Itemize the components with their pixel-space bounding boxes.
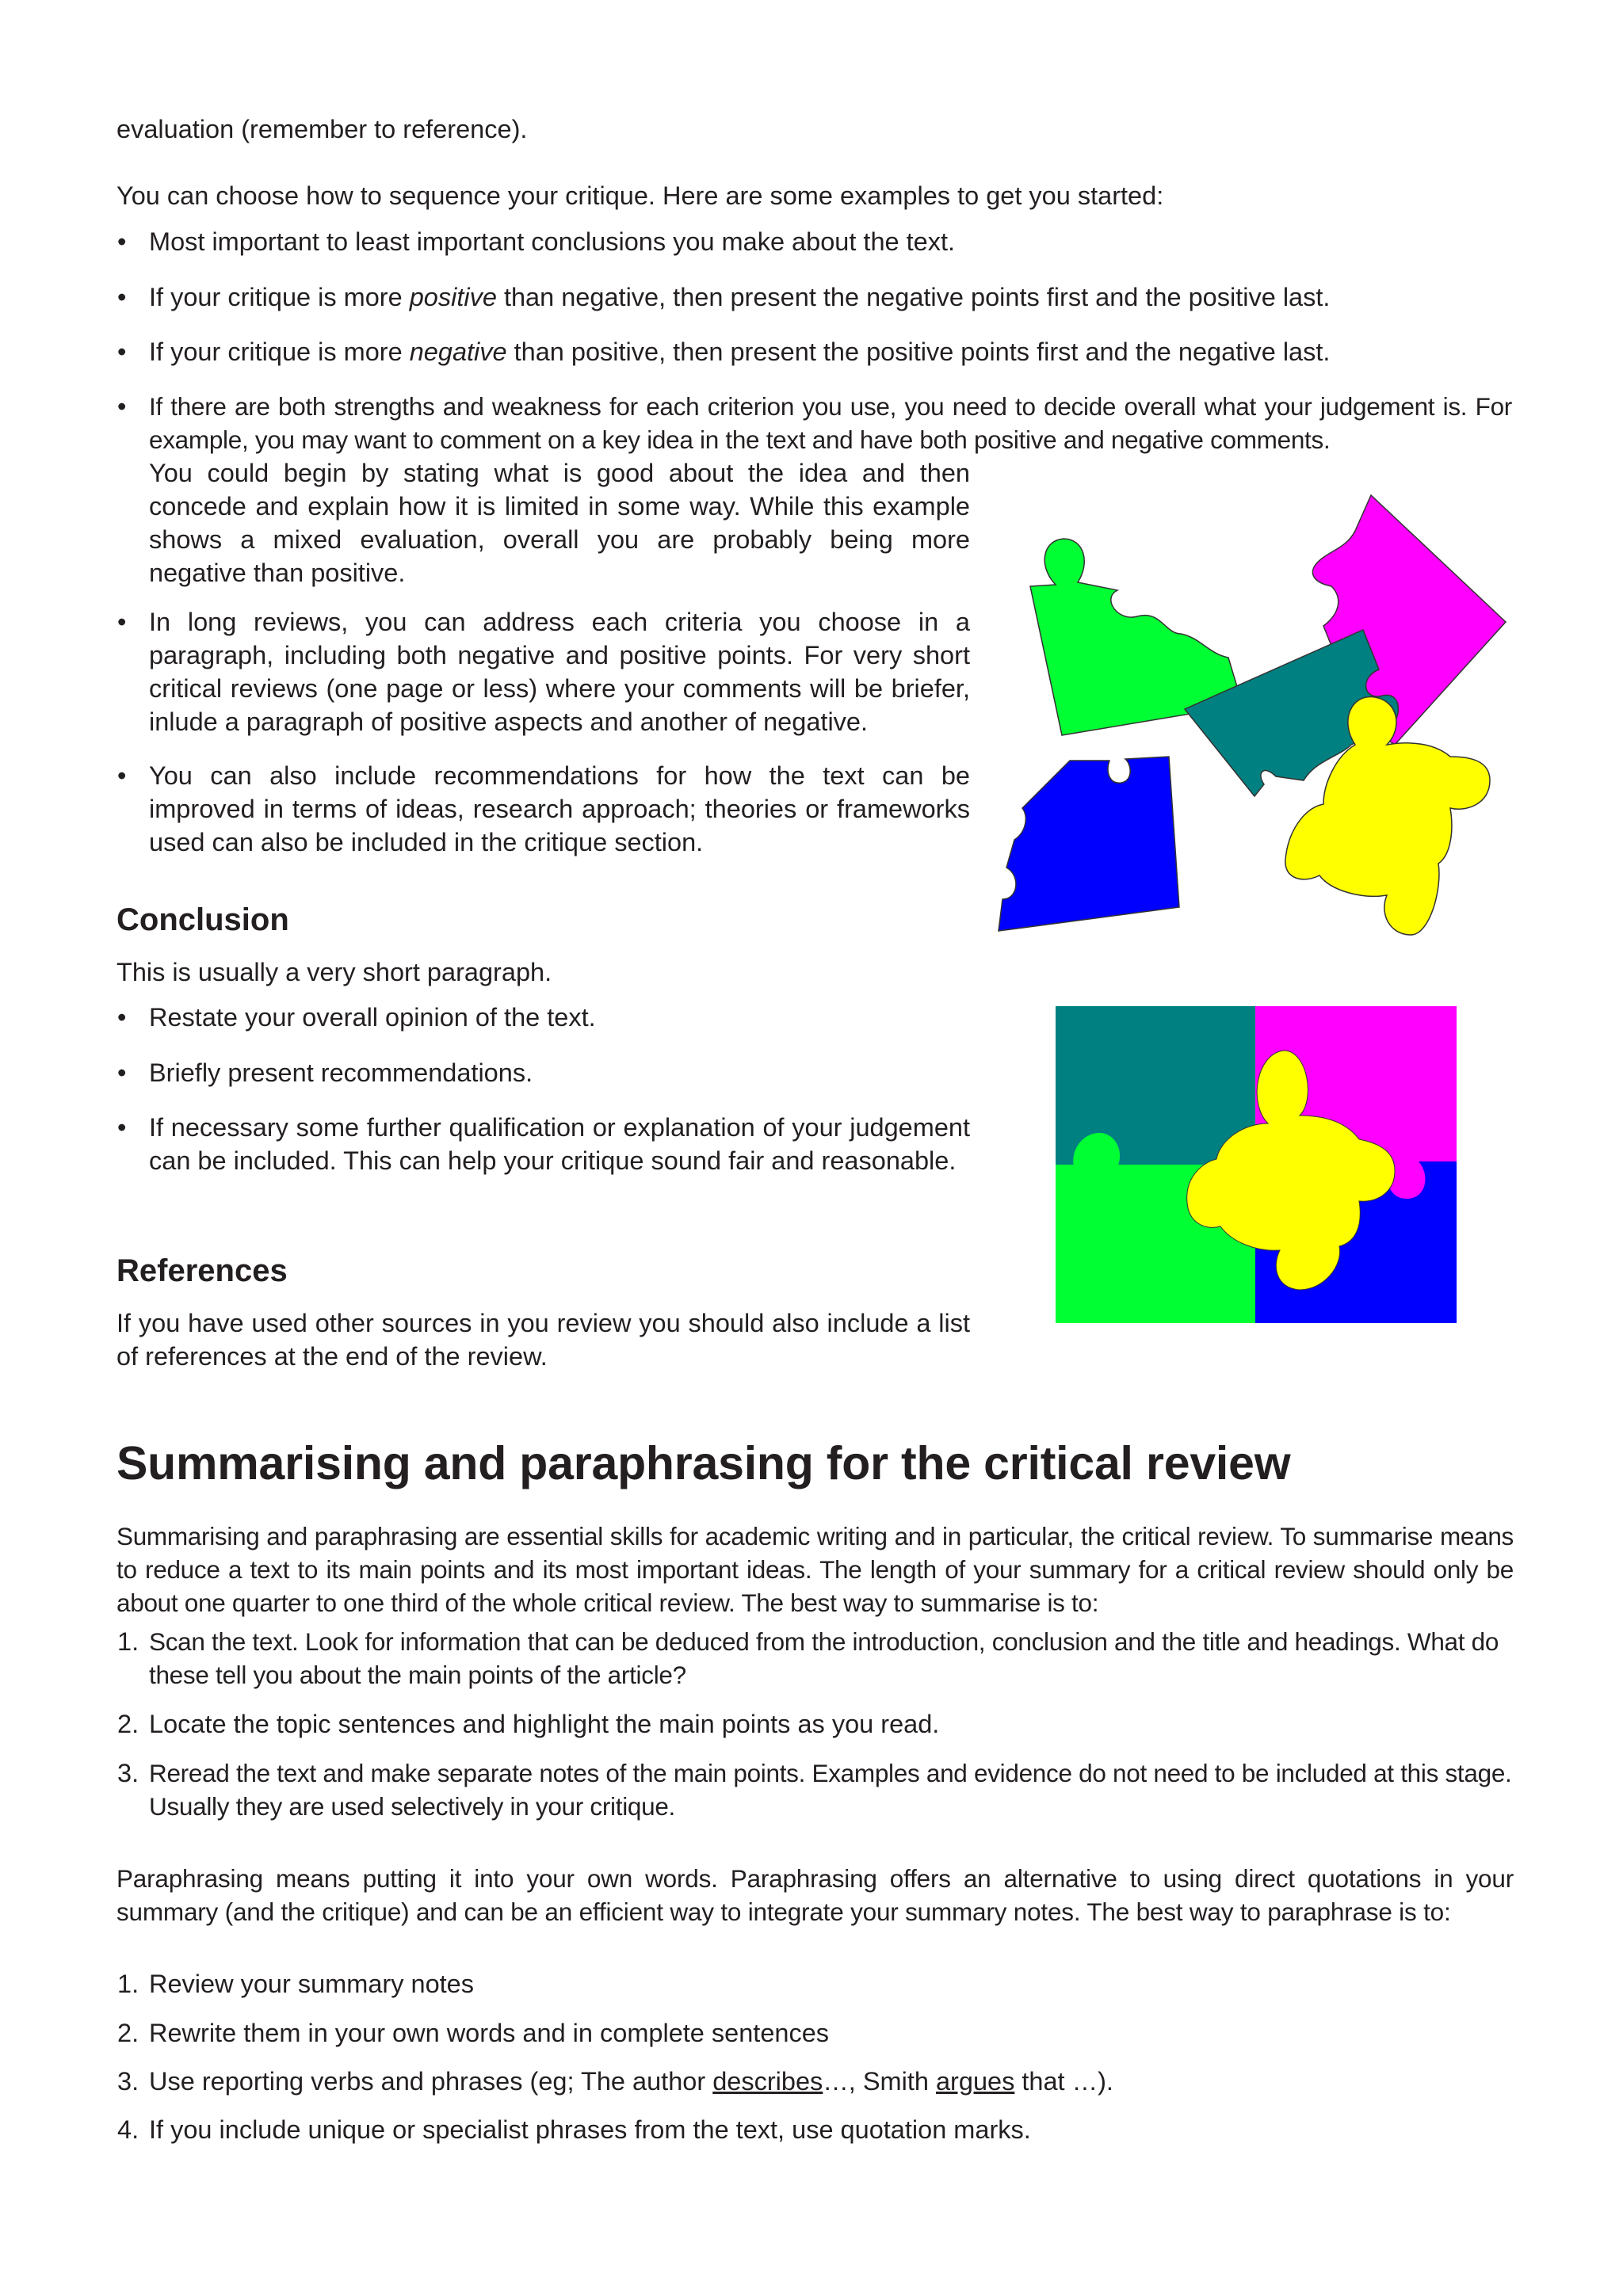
bullet-text: In long reviews, you can address each criteria you choose in a paragraph, including both negative and positive points. For very short critical reviews (one page or less) where your comments will be briefer, inlude a paragraph of positive aspects and another of negative. <box>149 608 970 736</box>
paraphrasing-intro: Paraphrasing means putting it into your own words. Paraphrasing offers an alternative to using direct quotations in your summary (and the critique) and can be an efficient way to integrate your summary notes. The best way to paraphrase is to: <box>116 1864 1514 1926</box>
item-number: 1. <box>117 1970 139 1998</box>
bullet-item <box>149 759 970 859</box>
references-heading: References <box>116 1253 288 1288</box>
item-number: 3. <box>117 2067 139 2096</box>
sequence-lead: You can choose how to sequence your critique. Here are some examples to get you started: <box>116 181 1164 210</box>
item-number: 3. <box>117 1759 139 1787</box>
bullet-text: Briefly present recommendations. <box>149 1058 533 1087</box>
bullet-text-pre: If your critique is more <box>149 338 410 366</box>
bullet-item <box>149 280 1512 314</box>
bullet-item <box>149 1111 970 1177</box>
bullet-item <box>149 335 1512 368</box>
item-number: 2. <box>117 1710 139 1738</box>
bullet-text-post: than positive, then present the positive points first and the negative last. <box>506 338 1331 366</box>
item-text: Scan the text. Look for information that can be deduced from the introduction, conclusion and the title and headings. What do these tell you about the main points of the article? <box>149 1627 1499 1689</box>
bullet-item <box>149 225 1512 258</box>
item-number: 4. <box>117 2115 139 2144</box>
item-text: Locate the topic sentences and highlight the main points as you read. <box>149 1710 940 1738</box>
item-number: 2. <box>117 2019 139 2047</box>
assembled-puzzle-illustration <box>1054 1005 1458 1325</box>
numbered-item <box>117 2016 1514 2050</box>
section-title: Summarising and paraphrasing for the critical review <box>116 1437 1291 1489</box>
item-text: If you include unique or specialist phrases from the text, use quotation marks. <box>149 2115 1031 2144</box>
item-text: Reread the text and make separate notes of the main points. Examples and evidence do not need to be included at this stage. Usually they are used selectively in your critique. <box>149 1759 1512 1821</box>
conclusion-heading: Conclusion <box>116 902 289 937</box>
numbered-item <box>117 2113 1514 2146</box>
bullet-emphasis: negative <box>409 338 507 366</box>
bullet-item <box>149 605 970 738</box>
bullet-text: If necessary some further qualification or explanation of your judgement can be included. This can help your critique sound fair and reasonable. <box>149 1113 970 1175</box>
bullet-text-wide: • If there are both strengths and weakness for each criterion you use, you need to decide overall what your judgement is. For example, you may want to comment on a key idea in the text and have both positive and negative comments. <box>149 392 1512 454</box>
item-text-post: that …). <box>1014 2067 1113 2096</box>
carry-over-line: evaluation (remember to reference). <box>116 115 528 143</box>
item-text: Review your summary notes <box>149 1970 474 1998</box>
bullet-item <box>149 1001 970 1034</box>
bullet-emphasis: positive <box>409 283 497 311</box>
bullet-item <box>149 1056 970 1089</box>
summarising-intro: Summarising and paraphrasing are essential skills for academic writing and in particular, the critical review. To summarise means to reduce a text to its main points and its most important ideas. The length of your summary for a critical review should only be about one quarter to one third of the whole critical review. The best way to summarise is to: <box>116 1522 1514 1617</box>
references-text: If you have used other sources in you review you should also include a list of references at the end of the review. <box>116 1309 970 1371</box>
item-text-pre: Use reporting verbs and phrases (eg; The author <box>149 2067 713 2096</box>
bullet-text-post: than negative, then present the negative points first and the positive last. <box>496 283 1331 311</box>
numbered-item <box>117 1707 1514 1741</box>
numbered-item <box>117 1625 1514 1691</box>
underlined-verb: argues <box>935 2067 1015 2096</box>
item-text-mid: …, Smith <box>823 2067 936 2096</box>
numbered-item <box>117 2065 1514 2098</box>
bullet-text-narrow: You could begin by stating what is good about the idea and then concede and explain how it is limited in some way. While this example shows a mixed evaluation, overall you are probably being more negative than positive. <box>149 459 970 587</box>
puzzle-piece-blue <box>999 757 1179 931</box>
item-number: 1. <box>117 1627 139 1656</box>
underlined-verb: describes <box>712 2067 823 2096</box>
bullet-text: You can also include recommendations for how the text can be improved in terms of ideas, research approach; theories or frameworks used can also be included in the critique section. <box>149 761 970 856</box>
numbered-item <box>117 1967 1514 2000</box>
bullet-text: Restate your overall opinion of the text. <box>149 1003 596 1032</box>
conclusion-lead: This is usually a very short paragraph. <box>116 958 552 986</box>
item-text: Rewrite them in your own words and in complete sentences <box>149 2019 830 2047</box>
bullet-text-pre: If your critique is more <box>149 283 410 311</box>
bullet-text: Most important to least important conclusions you make about the text. <box>149 227 956 256</box>
numbered-item <box>117 1756 1514 1823</box>
scattered-puzzle-illustration <box>991 483 1537 951</box>
